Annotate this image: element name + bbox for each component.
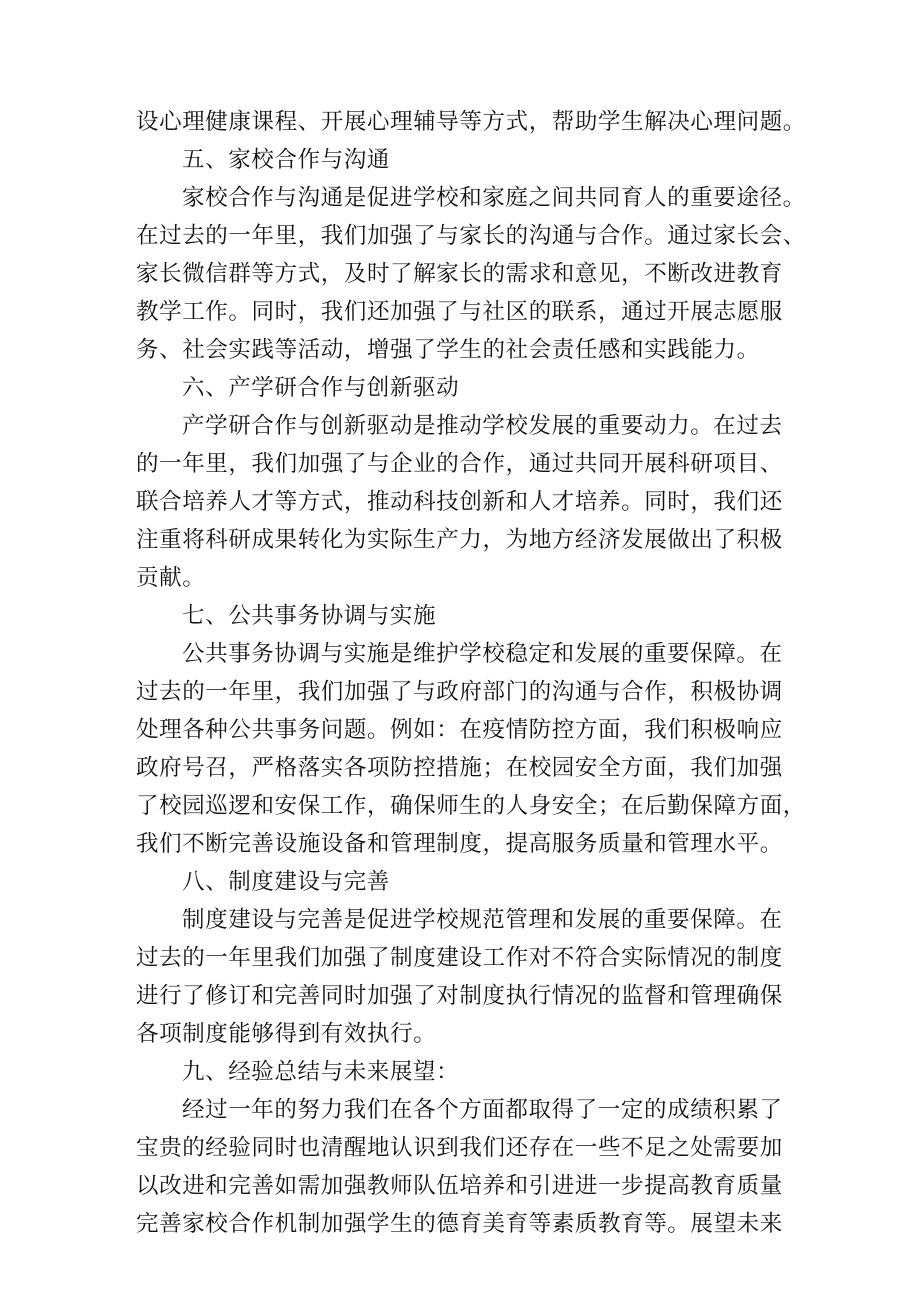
text-line: 设心理健康课程、开展心理辅导等方式，帮助学生解决心理问题。 xyxy=(136,109,806,135)
section-heading-6: 六、产学研合作与创新驱动 xyxy=(182,375,460,401)
text-line: 进行了修订和完善同时加强了对制度执行情况的监督和管理确保 xyxy=(136,983,783,1009)
text-line: 过去的一年里我们加强了制度建设工作对不符合实际情况的制度 xyxy=(136,945,783,971)
text-line: 处理各种公共事务问题。例如：在疫情防控方面，我们积极响应 xyxy=(136,717,783,743)
section-heading-7: 七、公共事务协调与实施 xyxy=(182,603,437,629)
text-line: 联合培养人才等方式，推动科技创新和人才培养。同时，我们还 xyxy=(136,489,783,515)
section-heading-9: 九、经验总结与未来展望： xyxy=(182,1059,460,1085)
text-line: 了校园巡逻和安保工作，确保师生的人身安全；在后勤保障方面， xyxy=(136,793,806,819)
text-line: 的一年里，我们加强了与企业的合作，通过共同开展科研项目、 xyxy=(136,451,783,477)
text-line: 公共事务协调与实施是维护学校稳定和发展的重要保障。在 xyxy=(182,641,783,667)
text-line: 产学研合作与创新驱动是推动学校发展的重要动力。在过去 xyxy=(182,413,783,439)
text-line: 经过一年的努力我们在各个方面都取得了一定的成绩积累了 xyxy=(182,1097,783,1123)
text-line: 务、社会实践等活动，增强了学生的社会责任感和实践能力。 xyxy=(136,337,760,363)
text-line: 在过去的一年里，我们加强了与家长的沟通与合作。通过家长会、 xyxy=(136,223,806,249)
text-line: 贡献。 xyxy=(136,565,206,591)
text-line: 家长微信群等方式，及时了解家长的需求和意见，不断改进教育 xyxy=(136,261,783,287)
text-line: 政府号召，严格落实各项防控措施；在校园安全方面，我们加强 xyxy=(136,755,783,781)
text-line: 制度建设与完善是促进学校规范管理和发展的重要保障。在 xyxy=(182,907,783,933)
text-line: 家校合作与沟通是促进学校和家庭之间共同育人的重要途径。 xyxy=(182,185,806,211)
text-line: 过去的一年里，我们加强了与政府部门的沟通与合作，积极协调 xyxy=(136,679,783,705)
text-line: 宝贵的经验同时也清醒地认识到我们还存在一些不足之处需要加 xyxy=(136,1135,783,1161)
text-line: 教学工作。同时，我们还加强了与社区的联系，通过开展志愿服 xyxy=(136,299,783,325)
text-line: 完善家校合作机制加强学生的德育美育等素质教育等。展望未来 xyxy=(136,1211,783,1237)
text-line: 我们不断完善设施设备和管理制度，提高服务质量和管理水平。 xyxy=(136,831,783,857)
section-heading-5: 五、家校合作与沟通 xyxy=(182,147,390,173)
section-heading-8: 八、制度建设与完善 xyxy=(182,869,390,895)
text-line: 各项制度能够得到有效执行。 xyxy=(136,1021,437,1047)
text-line: 以改进和完善如需加强教师队伍培养和引进进一步提高教育质量 xyxy=(136,1173,783,1199)
text-line: 注重将科研成果转化为实际生产力，为地方经济发展做出了积极 xyxy=(136,527,783,553)
